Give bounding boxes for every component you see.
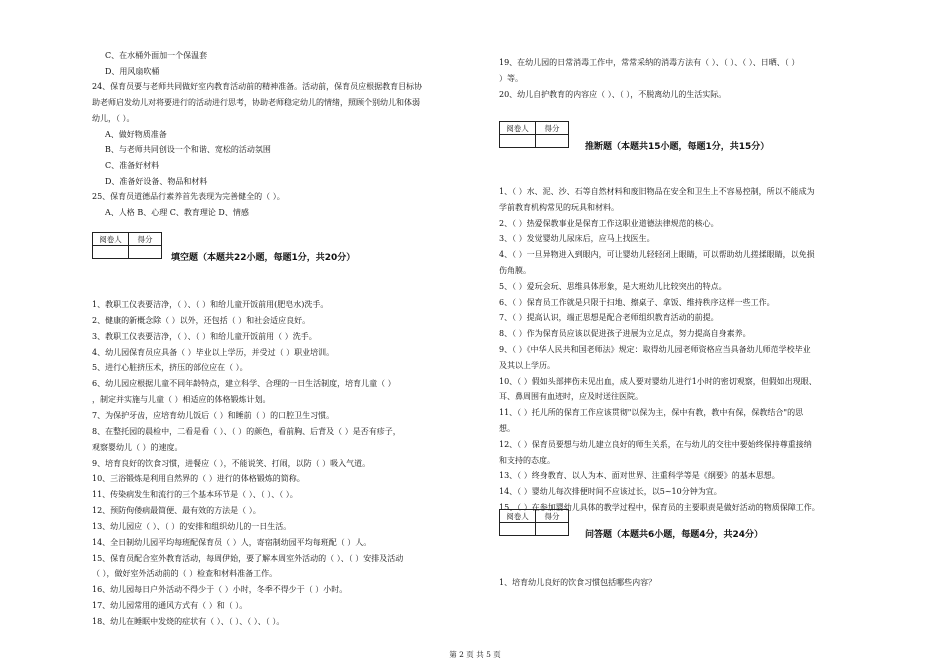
section-title-judge: 推断题（本题共15小题，每题1分，共15分）: [585, 142, 770, 152]
score-cell: [129, 246, 162, 259]
text-line: 7、为保护牙齿，应培育幼儿饭后（ ）和睡前（ ）的口腔卫生习惯。: [92, 410, 335, 420]
score-cell: [536, 523, 569, 536]
text-line: （ ），做好室外活动前的（ ）检查和材料准备工作。: [92, 569, 278, 579]
text-line: 9、（ ）《中华人民共和国老师法》规定：取得幼儿园老师资格应当具备幼儿师范学校毕业: [499, 345, 811, 354]
text-line: 助老师启发幼儿对将要进行的活动进行思考，协助老师稳定幼儿的情绪，照顾个别幼儿和体弱: [92, 98, 420, 108]
text-line: 8、（ ）作为保育员应该以促进孩子进展为立足点，努力提高自身素养。: [499, 329, 751, 339]
text-line: 4、幼儿园保育员应具备（ ）毕业以上学历，并受过（ ）职业培训。: [92, 347, 335, 357]
text-line: 及其以上学历。: [499, 360, 555, 370]
text-line: 25、保育员道德品行素养首先表现为完善健全的（ ）。: [92, 192, 285, 202]
text-line: 1、教职工仪表要洁净，（ ）、（ ）和给儿童开饭前用(肥皂水)洗手。: [92, 300, 329, 309]
text-line: 18、幼儿在睡眠中发烧的症状有（ ）、（ ）、（ ）、（ ）。: [92, 617, 285, 626]
text-line: 学前教育机构常见的玩具和材料。: [499, 202, 619, 212]
text-line: 5、（ ）爱玩会玩、思维具体形象，是大班幼儿比较突出的特点。: [499, 281, 727, 291]
text-line: 17、幼儿园常用的通风方式有（ ）和（ ）。: [92, 601, 248, 611]
score-box-fill: [92, 232, 162, 259]
text-line: 1、培育幼儿良好的饮食习惯包括哪些内容？: [499, 578, 657, 587]
text-line: 14、全日制幼儿园平均每班配保育员（ ）人，寄宿制幼园平均每班配（ ）人。: [92, 537, 372, 547]
text-line: 幼儿，（ ）。: [92, 113, 135, 123]
reviewer-cell: [93, 246, 129, 259]
score-box-qa: [499, 509, 569, 536]
text-line: ，制定并实施与儿童（ ）相适应的体格锻炼计划。: [92, 395, 271, 405]
text-line: ）等。: [499, 74, 523, 83]
text-line: 8、在整托园的晨检中，二看是看（ ）、（ ）的颜色，看前胸、后背及（ ）是否有疹子，: [92, 426, 401, 436]
score-label: 得分: [536, 122, 569, 135]
text-line: 13、（ ）终身教育、以人为本、面对世界、注重科学等是《纲要》的基本思想。: [499, 471, 780, 481]
text-line: B、与老师共同创设一个和谐、宽松的活动氛围: [105, 145, 271, 155]
text-line: D、准备好设备、物品和材料: [105, 176, 208, 186]
reviewer-cell: [500, 523, 536, 536]
score-label: 得分: [129, 233, 162, 246]
text-line: 4、（ ）一旦异物进入到眼内，可让婴幼儿轻轻闭上眼睛，可以帮助幼儿搓揉眼睛，以免损: [499, 250, 815, 260]
text-line: 14、（ ）婴幼儿每次排便时间不应该过长，以5~10分钟为宜。: [499, 487, 722, 497]
score-label: 得分: [536, 510, 569, 523]
text-line: 11、传染病发生和流行的三个基本环节是（ ）、（ ）、（ ）。: [92, 490, 298, 500]
text-line: D、用风扇吹桶: [105, 66, 160, 76]
text-line: 13、幼儿园应（ ）、（ ）的安排和组织幼儿的一日生活。: [92, 521, 292, 531]
section-title-fill: 填空题（本题共22小题，每题1分，共20分）: [171, 253, 356, 263]
reviewer-label: 阅卷人: [500, 510, 536, 523]
text-line: 和支持的态度。: [499, 455, 555, 465]
reviewer-label: 阅卷人: [93, 233, 129, 246]
text-line: 24、保育员要与老师共同做好室内教育活动前的精神准备。活动前，保育员应根据教育目标协: [92, 82, 423, 92]
text-line: A、人格 B、心理 C、教育理论 D、情感: [105, 208, 249, 217]
text-line: 15、（ ）在参加婴幼儿具体的教学过程中，保育员的主要职责是做好活动的物质保障工作。: [499, 503, 820, 512]
text-line: 6、幼儿园应根据儿童不同年龄特点，建立科学、合理的一日生活制度，培育儿童（ ）: [92, 379, 396, 389]
text-line: 2、健康的新概念除（ ）以外，还包括（ ）和社会适应良好。: [92, 315, 311, 325]
text-line: 20、幼儿自护教育的内容应（ ）、（ ），不脱离幼儿的生活实际。: [499, 90, 727, 99]
text-line: 伤角膜。: [499, 266, 531, 275]
page-footer: 第 2 页 共 5 页: [449, 650, 501, 659]
score-cell: [536, 135, 569, 148]
text-line: 19、在幼儿园的日常消毒工作中，常常采纳的消毒方法有（ ）、（ ）、（ ）、日晒、（ ）: [499, 58, 800, 67]
text-line: 3、（ ）发觉婴幼儿尿床后，应马上找医生。: [499, 234, 655, 244]
text-line: 想。: [499, 424, 515, 433]
text-line: 3、教职工仪表要洁净，（ ）、（ ）和给儿童开饭前用（ ）洗手。: [92, 331, 317, 341]
text-line: 15、保育员配合室外教育活动，每周伊始，要了解本周室外活动的（ ）、（ ）安排及活动: [92, 553, 404, 563]
text-line: 12、（ ）保育员要想与幼儿建立良好的师生关系，在与幼儿的交往中要始终保持尊重接纳: [499, 439, 812, 449]
text-line: 10、三浴锻炼是利用自然界的（ ）进行的体格锻炼的简称。: [92, 474, 305, 484]
text-line: A、做好物质准备: [105, 129, 167, 139]
text-line: 2、（ ）热爱保教事业是保育工作这职业道德法律规范的核心。: [499, 218, 719, 228]
text-line: 12、预防佝偻病最简便、最有效的方法是（ ）。: [92, 506, 261, 516]
text-line: 1、（ ）水、泥、沙、石等自然材料和废旧物品在安全和卫生上不容易控制，所以不能成为: [499, 187, 815, 196]
text-line: 9、培育良好的饮食习惯，进餐应（ ），不能说笑、打闹，以防（ ）吸入气道。: [92, 458, 371, 468]
text-line: C、在水桶外面加一个保温套: [105, 51, 208, 60]
text-line: 16、幼儿园每日户外活动不得少于（ ）小时，冬季不得少于（ ）小时。: [92, 585, 348, 595]
text-line: 5、进行心脏挤压术，挤压的部位应在（ ）。: [92, 363, 248, 373]
text-line: 耳、鼻周围有血迹时，应及时送往医院。: [499, 392, 643, 402]
score-box-judge: [499, 121, 569, 148]
text-line: C、准备好材料: [105, 160, 160, 170]
section-title-qa: 问答题（本题共6小题，每题4分，共24分）: [585, 530, 764, 540]
text-line: 10、（ ）假如头部摔伤未见出血，成人要对婴幼儿进行1小时的密切观察，但假如出现眼、: [499, 376, 817, 386]
text-line: 11、（ ）托儿所的保育工作应该贯彻"以保为主，保中有教，教中有保，保教结合"的思: [499, 408, 804, 418]
text-line: 6、（ ）保育员工作就是只限于扫地、擦桌子、拿饭、维持秩序这样一些工作。: [499, 297, 775, 307]
text-line: 观察婴幼儿（ ）的速度。: [92, 442, 183, 452]
reviewer-label: 阅卷人: [500, 122, 536, 135]
text-line: 7、（ ）提高认识，端正思想是配合老师组织教育活动的前提。: [499, 313, 719, 323]
reviewer-cell: [500, 135, 536, 148]
